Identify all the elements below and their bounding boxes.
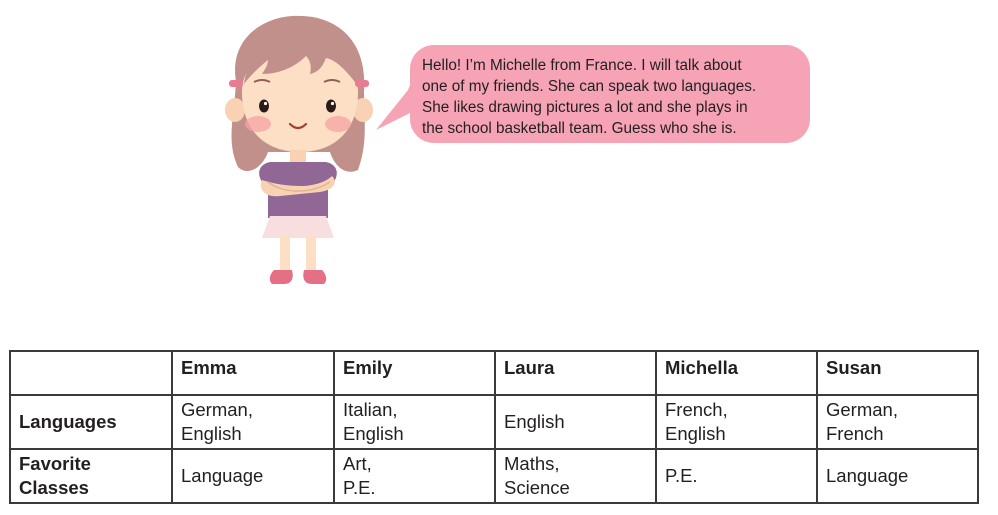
table-header-row (10, 351, 978, 395)
table-row-favorite-classes (10, 449, 978, 503)
table-row-languages (10, 395, 978, 449)
header-empty-cell (10, 351, 172, 395)
row-label-languages: Languages (10, 395, 172, 449)
cell-michella-classes: P.E. (656, 449, 817, 503)
header-laura: Laura (495, 351, 656, 395)
cell-laura-languages: English (495, 395, 656, 449)
cell-susan-languages: German, French (817, 395, 978, 449)
header-emily: Emily (334, 351, 495, 395)
cell-emma-classes: Language (172, 449, 334, 503)
cell-michella-languages: French, English (656, 395, 817, 449)
speech-line-3: She likes drawing pictures a lot and she plays in (422, 99, 748, 116)
girl-character-illustration (218, 12, 378, 302)
cell-laura-classes: Maths, Science (495, 449, 656, 503)
row-label-favorite-classes: Favorite Classes (10, 449, 172, 503)
speech-line-1: Hello! I’m Michelle from France. I will talk about (422, 57, 742, 74)
cell-emma-languages: German, English (172, 395, 334, 449)
cell-susan-classes: Language (817, 449, 978, 503)
header-susan: Susan (817, 351, 978, 395)
speech-line-4: the school basketball team. Guess who she is. (422, 120, 737, 137)
speech-bubble (410, 45, 810, 143)
cell-emily-classes: Art, P.E. (334, 449, 495, 503)
header-michella: Michella (656, 351, 817, 395)
speech-line-2: one of my friends. She can speak two languages. (422, 78, 757, 95)
header-emma: Emma (172, 351, 334, 395)
cell-emily-languages: Italian, English (334, 395, 495, 449)
friends-table (9, 350, 979, 504)
